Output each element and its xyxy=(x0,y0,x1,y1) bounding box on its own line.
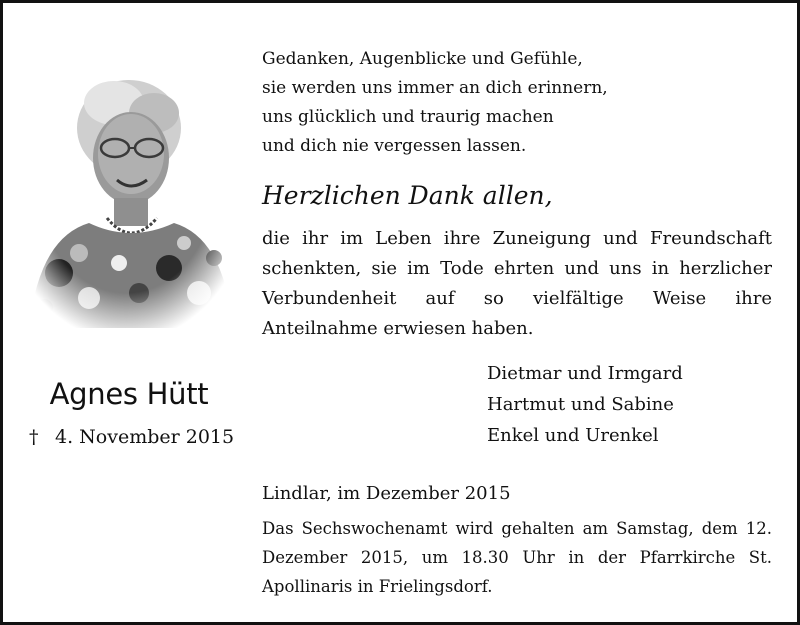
poem xyxy=(262,45,608,161)
poem-line: Gedanken, Augenblicke und Gefühle, xyxy=(262,49,583,69)
signer-line: Hartmut und Sabine xyxy=(487,394,674,415)
signer-line: Dietmar und Irmgard xyxy=(487,363,683,384)
place-date: Lindlar, im Dezember 2015 xyxy=(262,483,511,504)
thanks-heading: Herzlichen Dank allen, xyxy=(262,181,553,210)
poem-line: uns glücklich und traurig machen xyxy=(262,107,554,127)
death-cross-icon: † xyxy=(29,426,39,448)
deceased-name: Agnes Hütt xyxy=(49,377,209,411)
service-notice: Das Sechswochenamt wird gehalten am Samstag, dem 12. Dezember 2015, um 18.30 Uhr in der Pfarrkirche St. Apollinaris in Frielingsdorf. xyxy=(262,519,772,596)
death-date: 4. November 2015 xyxy=(55,426,235,448)
poem-line: und dich nie vergessen lassen. xyxy=(262,136,527,156)
signers xyxy=(487,358,683,451)
poem-line: sie werden uns immer an dich erinnern, xyxy=(262,78,608,98)
signer-line: Enkel und Urenkel xyxy=(487,425,659,446)
portrait-image xyxy=(19,58,233,328)
death-date-line xyxy=(29,426,234,448)
portrait-photo xyxy=(19,58,233,328)
thanks-paragraph: die ihr im Leben ihre Zuneigung und Freundschaft schenkten, sie im Tode ehrten und uns in herzlicher Verbundenheit auf so vielfältige Weise ihre Anteilnahme erwiesen haben. xyxy=(262,228,772,339)
